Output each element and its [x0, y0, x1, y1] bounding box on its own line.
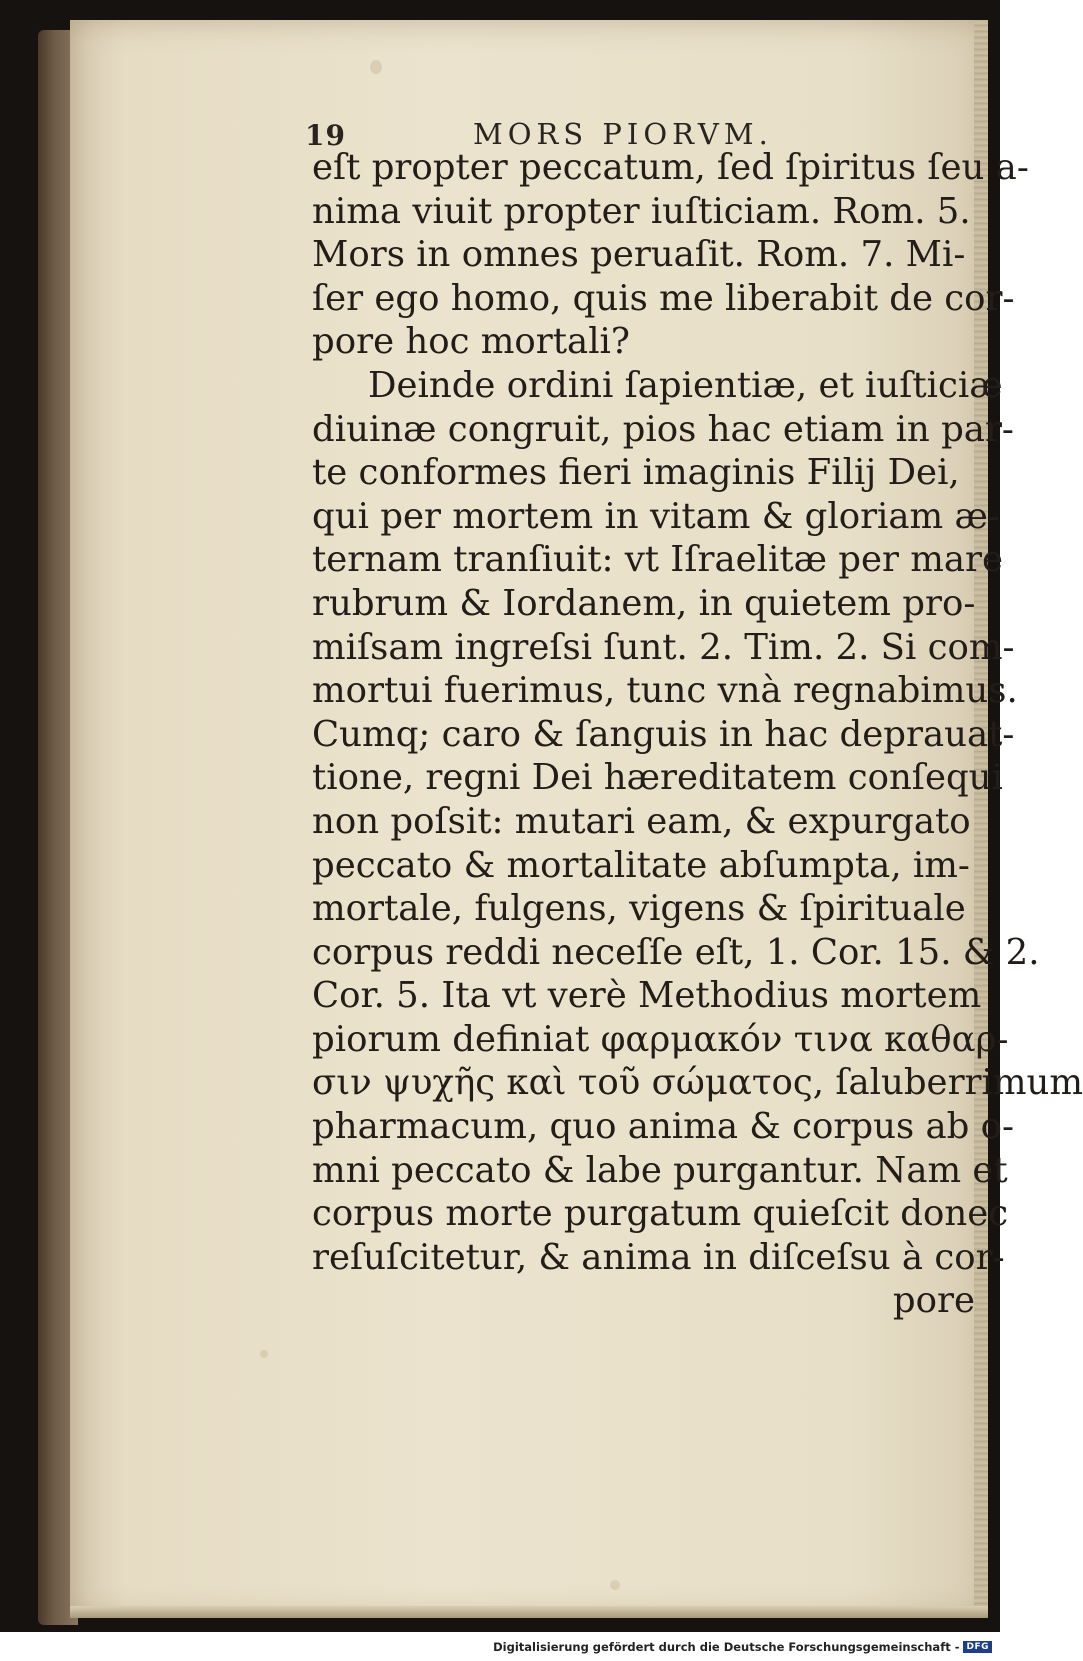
credit-text: Digitalisierung gefördert durch die Deutsche Forschungsgemeinschaft -	[493, 1640, 960, 1654]
paper-stain	[260, 1350, 268, 1358]
text-line: eſt propter peccatum, ſed ſpiritus ſeu a-	[312, 147, 1029, 188]
text-line: reſuſcitetur, & anima in diſceſsu à cor-	[312, 1236, 1005, 1278]
text-line: Cumq; caro & ſanguis in hac deprauat-	[312, 713, 1015, 755]
text-line: tione, regni Dei hæreditatem conſequi	[312, 757, 1003, 799]
paper-stain	[370, 60, 382, 74]
running-head: MORS PIORVM.	[473, 117, 773, 151]
paragraph-start-line: Deinde ordini ſapientiæ, et iuſticiæ	[368, 364, 1003, 406]
text-line: piorum definiat φαρμακόν τινα καθαρ-	[312, 1018, 1009, 1060]
text-line: nima viuit propter iuſticiam. Rom. 5.	[312, 190, 971, 232]
text-line: mortale, fulgens, vigens & ſpirituale	[312, 888, 966, 930]
page-bottom-edges	[70, 1606, 988, 1618]
text-line: pharmacum, quo anima & corpus ab o-	[312, 1106, 1015, 1148]
paper-stain	[610, 1580, 620, 1590]
text-line: miſsam ingreſsi ſunt. 2. Tim. 2. Si com-	[312, 626, 1015, 668]
text-line: pore hoc mortali?	[312, 321, 630, 363]
text-line: Mors in omnes peruaſit. Rom. 7. Mi-	[312, 234, 966, 276]
text-line: corpus reddi neceſſe eſt, 1. Cor. 15. & 2.	[312, 931, 1040, 973]
text-line: qui per mortem in vitam & gloriam æ-	[312, 495, 1000, 537]
text-line: te conformes fieri imaginis Filij Dei,	[312, 452, 960, 494]
body-text	[312, 146, 1083, 1323]
text-line: Cor. 5. Ita vt verè Methodius mortem	[312, 975, 982, 1017]
dfg-logo: DFG	[963, 1641, 992, 1653]
text-line: ſer ego homo, quis me liberabit de cor-	[312, 277, 1015, 319]
text-line: corpus morte purgatum quieſcit donec	[312, 1193, 1009, 1235]
page-number: 19	[305, 119, 346, 152]
text-line: ternam tranſiuit: vt Iſraelitæ per mare	[312, 539, 1004, 581]
text-line: rubrum & Iordanem, in quietem pro-	[312, 582, 976, 624]
catchword: pore	[892, 1280, 975, 1322]
text-line: mni peccato & labe purgantur. Nam et	[312, 1149, 1008, 1191]
text-line: diuinæ congruit, pios hac etiam in par-	[312, 408, 1014, 450]
text-line: mortui fuerimus, tunc vnà regnabimus.	[312, 670, 1018, 712]
digitization-credit	[493, 1640, 992, 1654]
text-line: peccato & mortalitate abſumpta, im-	[312, 844, 970, 886]
text-line: σιν ψυχῆς καὶ τοῦ σώματος, ſaluberrimum	[312, 1062, 1083, 1104]
text-line: non poſsit: mutari eam, & expurgato	[312, 800, 971, 842]
